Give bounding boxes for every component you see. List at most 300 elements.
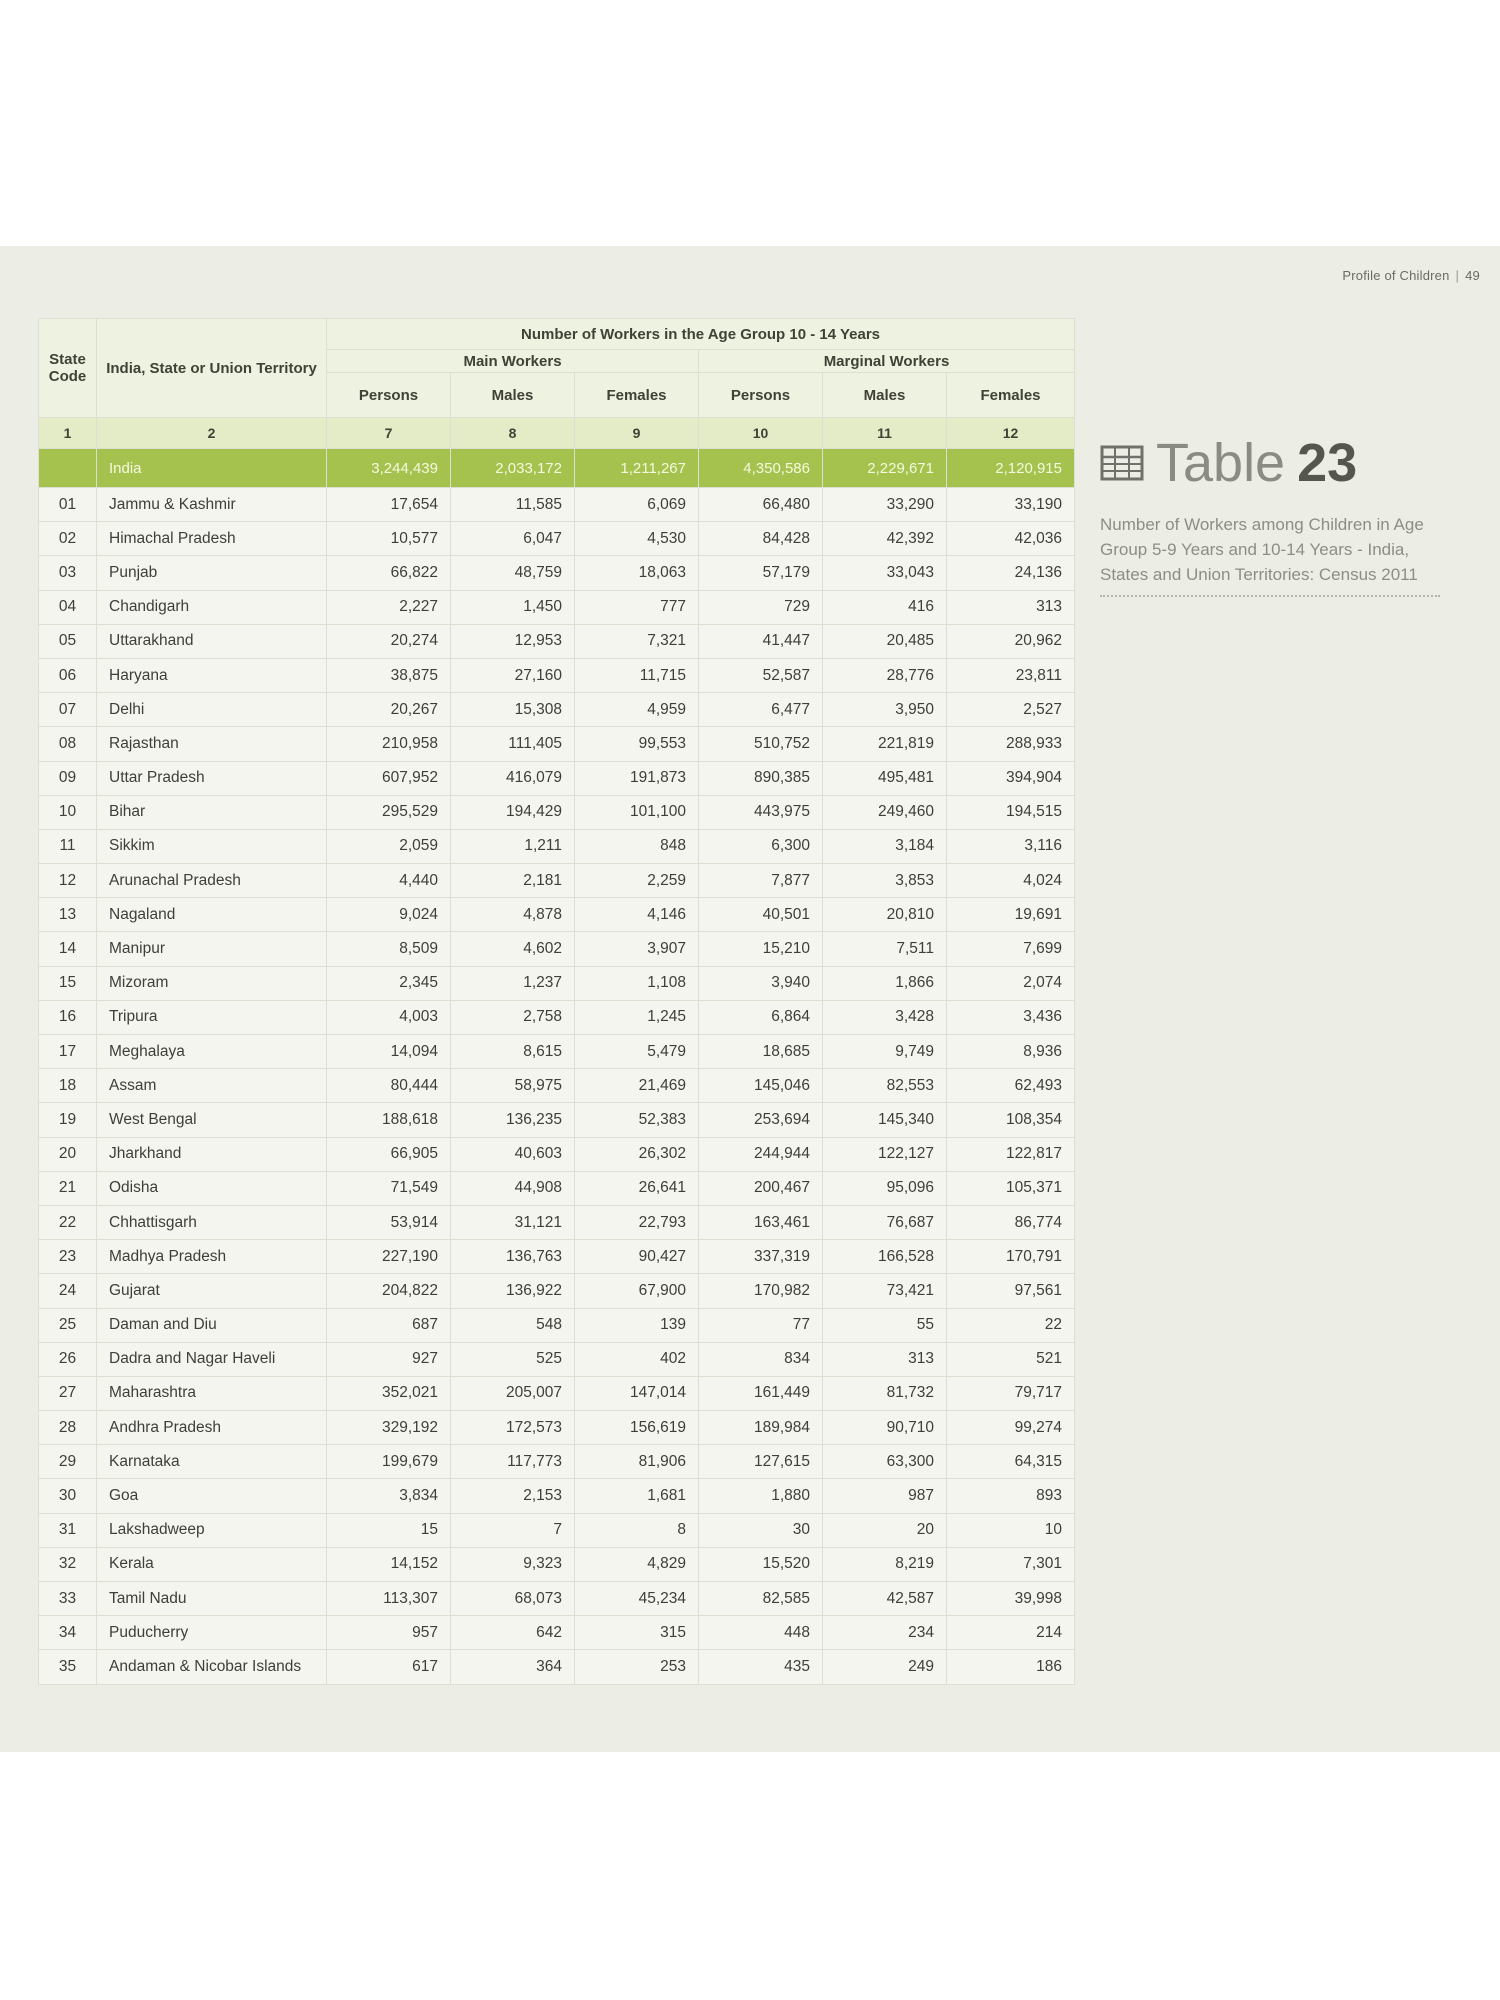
value-cell: 136,922 bbox=[451, 1274, 575, 1308]
value-cell: 7,699 bbox=[947, 932, 1075, 966]
table-row bbox=[39, 1205, 1075, 1239]
value-cell: 3,834 bbox=[327, 1479, 451, 1513]
value-cell: 253,694 bbox=[699, 1103, 823, 1137]
value-cell: 227,190 bbox=[327, 1240, 451, 1274]
state-code bbox=[39, 449, 97, 488]
value-cell: 86,774 bbox=[947, 1205, 1075, 1239]
value-cell: 108,354 bbox=[947, 1103, 1075, 1137]
value-cell: 402 bbox=[575, 1342, 699, 1376]
value-cell: 81,732 bbox=[823, 1376, 947, 1410]
value-cell: 41,447 bbox=[699, 624, 823, 658]
value-cell: 893 bbox=[947, 1479, 1075, 1513]
table-row bbox=[39, 1616, 1075, 1650]
column-number: 9 bbox=[575, 418, 699, 449]
table-row bbox=[39, 1069, 1075, 1103]
value-cell: 21,469 bbox=[575, 1069, 699, 1103]
value-cell: 79,717 bbox=[947, 1376, 1075, 1410]
value-cell: 15,210 bbox=[699, 932, 823, 966]
table-row bbox=[39, 590, 1075, 624]
value-cell: 10 bbox=[947, 1513, 1075, 1547]
value-cell: 288,933 bbox=[947, 727, 1075, 761]
value-cell: 66,822 bbox=[327, 556, 451, 590]
sub-header: Persons bbox=[327, 373, 451, 418]
value-cell: 33,043 bbox=[823, 556, 947, 590]
region-name: India bbox=[97, 449, 327, 488]
state-code: 05 bbox=[39, 624, 97, 658]
value-cell: 3,950 bbox=[823, 693, 947, 727]
value-cell: 253 bbox=[575, 1650, 699, 1684]
column-number: 12 bbox=[947, 418, 1075, 449]
region-name: Assam bbox=[97, 1069, 327, 1103]
state-code: 35 bbox=[39, 1650, 97, 1684]
value-cell: 6,300 bbox=[699, 829, 823, 863]
table-row bbox=[39, 864, 1075, 898]
region-name: Uttar Pradesh bbox=[97, 761, 327, 795]
value-cell: 3,436 bbox=[947, 1000, 1075, 1034]
column-number: 10 bbox=[699, 418, 823, 449]
value-cell: 3,244,439 bbox=[327, 449, 451, 488]
value-cell: 352,021 bbox=[327, 1376, 451, 1410]
value-cell: 3,184 bbox=[823, 829, 947, 863]
value-cell: 66,905 bbox=[327, 1137, 451, 1171]
region-name: Gujarat bbox=[97, 1274, 327, 1308]
value-cell: 18,685 bbox=[699, 1035, 823, 1069]
value-cell: 443,975 bbox=[699, 795, 823, 829]
value-cell: 66,480 bbox=[699, 488, 823, 522]
value-cell: 38,875 bbox=[327, 658, 451, 692]
region-name: Odisha bbox=[97, 1171, 327, 1205]
state-code: 13 bbox=[39, 898, 97, 932]
value-cell: 33,190 bbox=[947, 488, 1075, 522]
value-cell: 1,245 bbox=[575, 1000, 699, 1034]
value-cell: 2,120,915 bbox=[947, 449, 1075, 488]
table-row bbox=[39, 1411, 1075, 1445]
value-cell: 890,385 bbox=[699, 761, 823, 795]
value-cell: 113,307 bbox=[327, 1582, 451, 1616]
value-cell: 18,063 bbox=[575, 556, 699, 590]
table-row bbox=[39, 1137, 1075, 1171]
value-cell: 2,345 bbox=[327, 966, 451, 1000]
value-cell: 607,952 bbox=[327, 761, 451, 795]
value-cell: 15,308 bbox=[451, 693, 575, 727]
state-code: 30 bbox=[39, 1479, 97, 1513]
value-cell: 42,392 bbox=[823, 522, 947, 556]
value-cell: 82,553 bbox=[823, 1069, 947, 1103]
value-cell: 548 bbox=[451, 1308, 575, 1342]
region-name: Delhi bbox=[97, 693, 327, 727]
table-row bbox=[39, 1650, 1075, 1684]
value-cell: 170,982 bbox=[699, 1274, 823, 1308]
value-cell: 20,274 bbox=[327, 624, 451, 658]
region-name: Madhya Pradesh bbox=[97, 1240, 327, 1274]
age-group-header: Number of Workers in the Age Group 10 - 14 Years bbox=[327, 319, 1075, 350]
value-cell: 9,024 bbox=[327, 898, 451, 932]
value-cell: 71,549 bbox=[327, 1171, 451, 1205]
state-code: 24 bbox=[39, 1274, 97, 1308]
value-cell: 145,046 bbox=[699, 1069, 823, 1103]
value-cell: 4,602 bbox=[451, 932, 575, 966]
value-cell: 68,073 bbox=[451, 1582, 575, 1616]
table-row bbox=[39, 1171, 1075, 1205]
value-cell: 525 bbox=[451, 1342, 575, 1376]
table-row bbox=[39, 624, 1075, 658]
value-cell: 101,100 bbox=[575, 795, 699, 829]
sub-header: Persons bbox=[699, 373, 823, 418]
table-row bbox=[39, 1513, 1075, 1547]
value-cell: 77 bbox=[699, 1308, 823, 1342]
table-row bbox=[39, 966, 1075, 1000]
value-cell: 136,235 bbox=[451, 1103, 575, 1137]
value-cell: 14,152 bbox=[327, 1547, 451, 1581]
value-cell: 394,904 bbox=[947, 761, 1075, 795]
value-cell: 189,984 bbox=[699, 1411, 823, 1445]
value-cell: 5,479 bbox=[575, 1035, 699, 1069]
state-code: 32 bbox=[39, 1547, 97, 1581]
state-code: 21 bbox=[39, 1171, 97, 1205]
value-cell: 2,074 bbox=[947, 966, 1075, 1000]
region-name: Tripura bbox=[97, 1000, 327, 1034]
value-cell: 1,108 bbox=[575, 966, 699, 1000]
value-cell: 2,059 bbox=[327, 829, 451, 863]
value-cell: 10,577 bbox=[327, 522, 451, 556]
region-name: Rajasthan bbox=[97, 727, 327, 761]
value-cell: 57,179 bbox=[699, 556, 823, 590]
table-row bbox=[39, 658, 1075, 692]
value-cell: 8,509 bbox=[327, 932, 451, 966]
value-cell: 1,866 bbox=[823, 966, 947, 1000]
value-cell: 221,819 bbox=[823, 727, 947, 761]
column-number-row bbox=[39, 418, 1075, 449]
state-code: 33 bbox=[39, 1582, 97, 1616]
value-cell: 48,759 bbox=[451, 556, 575, 590]
state-code: 25 bbox=[39, 1308, 97, 1342]
table-grid-icon bbox=[1100, 445, 1144, 481]
column-number: 8 bbox=[451, 418, 575, 449]
value-cell: 1,211,267 bbox=[575, 449, 699, 488]
value-cell: 26,302 bbox=[575, 1137, 699, 1171]
state-code: 18 bbox=[39, 1069, 97, 1103]
state-code: 14 bbox=[39, 932, 97, 966]
value-cell: 99,553 bbox=[575, 727, 699, 761]
region-name: Mizoram bbox=[97, 966, 327, 1000]
value-cell: 2,181 bbox=[451, 864, 575, 898]
state-code: 15 bbox=[39, 966, 97, 1000]
table-row bbox=[39, 1342, 1075, 1376]
state-code-header: State Code bbox=[39, 319, 97, 418]
value-cell: 52,383 bbox=[575, 1103, 699, 1137]
value-cell: 42,587 bbox=[823, 1582, 947, 1616]
sub-header: Females bbox=[947, 373, 1075, 418]
value-cell: 7,301 bbox=[947, 1547, 1075, 1581]
value-cell: 364 bbox=[451, 1650, 575, 1684]
page-number: 49 bbox=[1465, 268, 1480, 283]
value-cell: 3,907 bbox=[575, 932, 699, 966]
state-code: 03 bbox=[39, 556, 97, 590]
value-cell: 6,047 bbox=[451, 522, 575, 556]
value-cell: 84,428 bbox=[699, 522, 823, 556]
state-code: 06 bbox=[39, 658, 97, 692]
value-cell: 642 bbox=[451, 1616, 575, 1650]
value-cell: 2,758 bbox=[451, 1000, 575, 1034]
value-cell: 111,405 bbox=[451, 727, 575, 761]
table-title-number: 23 bbox=[1297, 433, 1358, 493]
value-cell: 510,752 bbox=[699, 727, 823, 761]
value-cell: 62,493 bbox=[947, 1069, 1075, 1103]
value-cell: 166,528 bbox=[823, 1240, 947, 1274]
region-name: Puducherry bbox=[97, 1616, 327, 1650]
value-cell: 12,953 bbox=[451, 624, 575, 658]
value-cell: 987 bbox=[823, 1479, 947, 1513]
value-cell: 7 bbox=[451, 1513, 575, 1547]
value-cell: 27,160 bbox=[451, 658, 575, 692]
region-name: Meghalaya bbox=[97, 1035, 327, 1069]
state-code: 23 bbox=[39, 1240, 97, 1274]
table-description: Number of Workers among Children in Age Group 5-9 Years and 10-14 Years - India, States and Union Territories: Census 2011 bbox=[1100, 512, 1440, 597]
value-cell: 313 bbox=[823, 1342, 947, 1376]
value-cell: 337,319 bbox=[699, 1240, 823, 1274]
region-name: Kerala bbox=[97, 1547, 327, 1581]
value-cell: 2,259 bbox=[575, 864, 699, 898]
value-cell: 4,829 bbox=[575, 1547, 699, 1581]
table-row bbox=[39, 1103, 1075, 1137]
region-name: Andhra Pradesh bbox=[97, 1411, 327, 1445]
value-cell: 1,681 bbox=[575, 1479, 699, 1513]
value-cell: 848 bbox=[575, 829, 699, 863]
state-code: 20 bbox=[39, 1137, 97, 1171]
sub-header: Males bbox=[823, 373, 947, 418]
value-cell: 927 bbox=[327, 1342, 451, 1376]
table-row bbox=[39, 1479, 1075, 1513]
value-cell: 39,998 bbox=[947, 1582, 1075, 1616]
value-cell: 81,906 bbox=[575, 1445, 699, 1479]
value-cell: 617 bbox=[327, 1650, 451, 1684]
value-cell: 416,079 bbox=[451, 761, 575, 795]
value-cell: 448 bbox=[699, 1616, 823, 1650]
region-name: Manipur bbox=[97, 932, 327, 966]
region-name: Punjab bbox=[97, 556, 327, 590]
value-cell: 20,962 bbox=[947, 624, 1075, 658]
table-title bbox=[1100, 433, 1440, 493]
value-cell: 11,585 bbox=[451, 488, 575, 522]
value-cell: 9,323 bbox=[451, 1547, 575, 1581]
value-cell: 4,003 bbox=[327, 1000, 451, 1034]
table-row bbox=[39, 1274, 1075, 1308]
state-code: 01 bbox=[39, 488, 97, 522]
value-cell: 244,944 bbox=[699, 1137, 823, 1171]
main-workers-header: Main Workers bbox=[327, 350, 699, 373]
value-cell: 156,619 bbox=[575, 1411, 699, 1445]
value-cell: 3,940 bbox=[699, 966, 823, 1000]
region-name: Dadra and Nagar Haveli bbox=[97, 1342, 327, 1376]
region-name: Sikkim bbox=[97, 829, 327, 863]
region-name: Chandigarh bbox=[97, 590, 327, 624]
state-code: 26 bbox=[39, 1342, 97, 1376]
value-cell: 4,530 bbox=[575, 522, 699, 556]
value-cell: 122,817 bbox=[947, 1137, 1075, 1171]
value-cell: 1,880 bbox=[699, 1479, 823, 1513]
value-cell: 204,822 bbox=[327, 1274, 451, 1308]
table-row bbox=[39, 932, 1075, 966]
table-row bbox=[39, 1582, 1075, 1616]
state-code: 27 bbox=[39, 1376, 97, 1410]
value-cell: 205,007 bbox=[451, 1376, 575, 1410]
value-cell: 19,691 bbox=[947, 898, 1075, 932]
table-row bbox=[39, 898, 1075, 932]
region-name: Jharkhand bbox=[97, 1137, 327, 1171]
value-cell: 170,791 bbox=[947, 1240, 1075, 1274]
sub-header: Females bbox=[575, 373, 699, 418]
table-row bbox=[39, 1000, 1075, 1034]
book-page bbox=[0, 246, 1500, 1752]
value-cell: 127,615 bbox=[699, 1445, 823, 1479]
value-cell: 214 bbox=[947, 1616, 1075, 1650]
value-cell: 20 bbox=[823, 1513, 947, 1547]
header-separator: | bbox=[1455, 268, 1460, 283]
value-cell: 2,227 bbox=[327, 590, 451, 624]
value-cell: 834 bbox=[699, 1342, 823, 1376]
marginal-workers-header: Marginal Workers bbox=[699, 350, 1075, 373]
region-name: Goa bbox=[97, 1479, 327, 1513]
state-code: 07 bbox=[39, 693, 97, 727]
value-cell: 28,776 bbox=[823, 658, 947, 692]
value-cell: 3,853 bbox=[823, 864, 947, 898]
value-cell: 90,427 bbox=[575, 1240, 699, 1274]
value-cell: 30 bbox=[699, 1513, 823, 1547]
value-cell: 210,958 bbox=[327, 727, 451, 761]
state-code: 19 bbox=[39, 1103, 97, 1137]
state-code: 34 bbox=[39, 1616, 97, 1650]
value-cell: 1,450 bbox=[451, 590, 575, 624]
state-code: 11 bbox=[39, 829, 97, 863]
value-cell: 90,710 bbox=[823, 1411, 947, 1445]
value-cell: 188,618 bbox=[327, 1103, 451, 1137]
value-cell: 172,573 bbox=[451, 1411, 575, 1445]
value-cell: 17,654 bbox=[327, 488, 451, 522]
region-name: Tamil Nadu bbox=[97, 1582, 327, 1616]
state-code: 02 bbox=[39, 522, 97, 556]
value-cell: 4,440 bbox=[327, 864, 451, 898]
value-cell: 53,914 bbox=[327, 1205, 451, 1239]
table-body bbox=[39, 449, 1075, 1685]
value-cell: 777 bbox=[575, 590, 699, 624]
column-number: 1 bbox=[39, 418, 97, 449]
value-cell: 2,033,172 bbox=[451, 449, 575, 488]
region-name: Lakshadweep bbox=[97, 1513, 327, 1547]
value-cell: 3,116 bbox=[947, 829, 1075, 863]
column-number: 2 bbox=[97, 418, 327, 449]
value-cell: 1,211 bbox=[451, 829, 575, 863]
value-cell: 97,561 bbox=[947, 1274, 1075, 1308]
value-cell: 495,481 bbox=[823, 761, 947, 795]
value-cell: 200,467 bbox=[699, 1171, 823, 1205]
value-cell: 82,585 bbox=[699, 1582, 823, 1616]
table-caption bbox=[1100, 433, 1440, 597]
table-row bbox=[39, 727, 1075, 761]
state-code: 16 bbox=[39, 1000, 97, 1034]
region-name: Haryana bbox=[97, 658, 327, 692]
value-cell: 26,641 bbox=[575, 1171, 699, 1205]
value-cell: 329,192 bbox=[327, 1411, 451, 1445]
value-cell: 52,587 bbox=[699, 658, 823, 692]
value-cell: 122,127 bbox=[823, 1137, 947, 1171]
value-cell: 313 bbox=[947, 590, 1075, 624]
region-name: Chhattisgarh bbox=[97, 1205, 327, 1239]
region-name: Andaman & Nicobar Islands bbox=[97, 1650, 327, 1684]
value-cell: 136,763 bbox=[451, 1240, 575, 1274]
value-cell: 3,428 bbox=[823, 1000, 947, 1034]
value-cell: 435 bbox=[699, 1650, 823, 1684]
value-cell: 44,908 bbox=[451, 1171, 575, 1205]
table-row bbox=[39, 488, 1075, 522]
value-cell: 6,864 bbox=[699, 1000, 823, 1034]
value-cell: 249,460 bbox=[823, 795, 947, 829]
region-name: Uttarakhand bbox=[97, 624, 327, 658]
value-cell: 4,959 bbox=[575, 693, 699, 727]
value-cell: 95,096 bbox=[823, 1171, 947, 1205]
value-cell: 194,515 bbox=[947, 795, 1075, 829]
table-row bbox=[39, 1547, 1075, 1581]
value-cell: 55 bbox=[823, 1308, 947, 1342]
value-cell: 8,936 bbox=[947, 1035, 1075, 1069]
value-cell: 139 bbox=[575, 1308, 699, 1342]
value-cell: 4,146 bbox=[575, 898, 699, 932]
value-cell: 58,975 bbox=[451, 1069, 575, 1103]
value-cell: 11,715 bbox=[575, 658, 699, 692]
value-cell: 687 bbox=[327, 1308, 451, 1342]
value-cell: 249 bbox=[823, 1650, 947, 1684]
value-cell: 33,290 bbox=[823, 488, 947, 522]
value-cell: 2,153 bbox=[451, 1479, 575, 1513]
running-header bbox=[1342, 268, 1480, 283]
region-name: West Bengal bbox=[97, 1103, 327, 1137]
value-cell: 14,094 bbox=[327, 1035, 451, 1069]
value-cell: 7,511 bbox=[823, 932, 947, 966]
value-cell: 6,477 bbox=[699, 693, 823, 727]
table-row bbox=[39, 1308, 1075, 1342]
value-cell: 42,036 bbox=[947, 522, 1075, 556]
state-code: 31 bbox=[39, 1513, 97, 1547]
state-code: 29 bbox=[39, 1445, 97, 1479]
value-cell: 416 bbox=[823, 590, 947, 624]
value-cell: 15 bbox=[327, 1513, 451, 1547]
value-cell: 24,136 bbox=[947, 556, 1075, 590]
value-cell: 7,321 bbox=[575, 624, 699, 658]
value-cell: 67,900 bbox=[575, 1274, 699, 1308]
value-cell: 521 bbox=[947, 1342, 1075, 1376]
region-name: Bihar bbox=[97, 795, 327, 829]
name-header: India, State or Union Territory bbox=[97, 319, 327, 418]
table-title-word: Table bbox=[1156, 433, 1286, 493]
table-row bbox=[39, 693, 1075, 727]
section-title: Profile of Children bbox=[1342, 268, 1450, 283]
value-cell: 1,237 bbox=[451, 966, 575, 1000]
workers-table bbox=[38, 318, 1075, 1685]
state-code: 12 bbox=[39, 864, 97, 898]
value-cell: 147,014 bbox=[575, 1376, 699, 1410]
value-cell: 20,810 bbox=[823, 898, 947, 932]
state-code: 22 bbox=[39, 1205, 97, 1239]
value-cell: 729 bbox=[699, 590, 823, 624]
value-cell: 315 bbox=[575, 1616, 699, 1650]
value-cell: 73,421 bbox=[823, 1274, 947, 1308]
value-cell: 20,485 bbox=[823, 624, 947, 658]
india-total-row bbox=[39, 449, 1075, 488]
region-name: Maharashtra bbox=[97, 1376, 327, 1410]
value-cell: 145,340 bbox=[823, 1103, 947, 1137]
value-cell: 22,793 bbox=[575, 1205, 699, 1239]
value-cell: 161,449 bbox=[699, 1376, 823, 1410]
value-cell: 99,274 bbox=[947, 1411, 1075, 1445]
